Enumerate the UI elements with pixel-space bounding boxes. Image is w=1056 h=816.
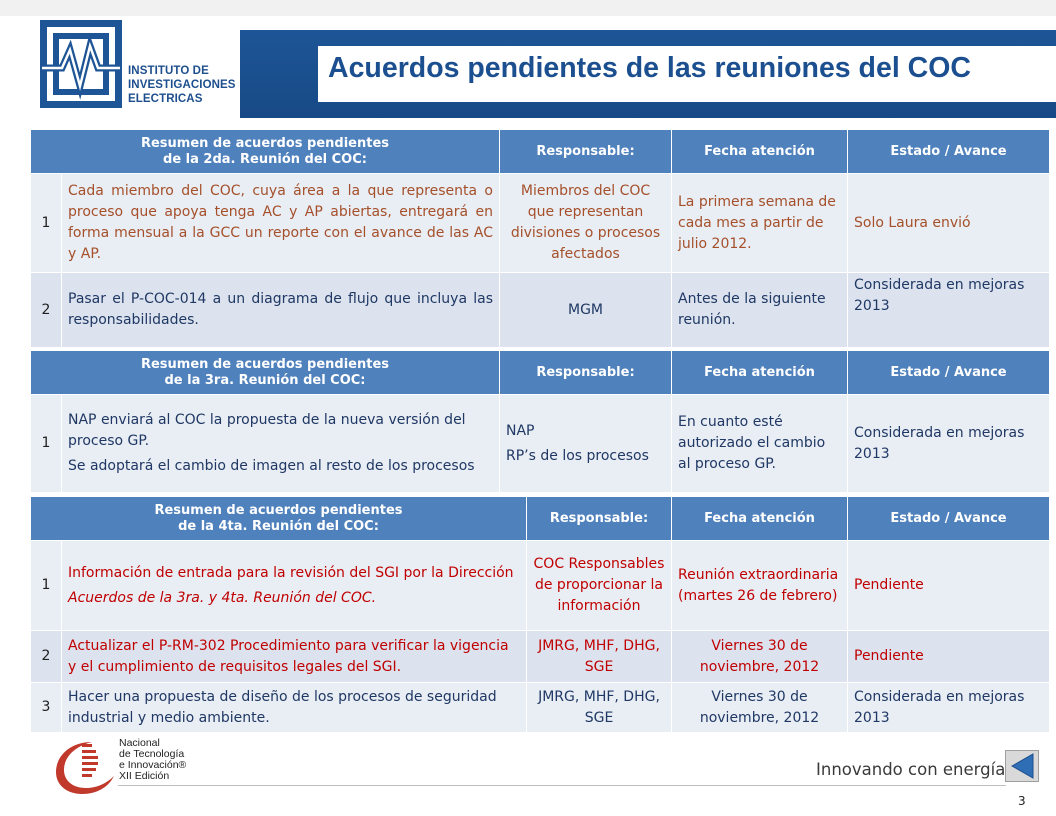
header-summary-line: Resumen de acuerdos pendientes <box>154 502 403 518</box>
agreement-text: Actualizar el P-RM-302 Procedimiento para verificar la vigencia y el cumplimiento de requisitos legales del SGI. <box>62 631 527 683</box>
responsible-cell <box>500 395 672 493</box>
header-summary <box>31 130 500 174</box>
logo-line: ELECTRICAS <box>128 93 203 105</box>
iie-logo-icon <box>40 20 122 108</box>
header-status: Estado / Avance <box>848 130 1050 174</box>
award-line: e Innovación® <box>119 759 187 771</box>
date-text: En cuanto esté autorizado el cambio al proceso GP. <box>672 395 848 493</box>
date-text: Viernes 30 de noviembre, 2012 <box>672 631 848 683</box>
table-header-row <box>31 351 1050 395</box>
award-line: Nacional <box>119 737 160 749</box>
logo-text <box>128 64 236 106</box>
agreement-cell <box>62 395 500 493</box>
header-summary <box>31 497 527 541</box>
award-text <box>119 738 186 782</box>
date-text: Reunión extraordinaria (martes 26 de febrero) <box>672 541 848 631</box>
row-number: 1 <box>31 174 62 273</box>
agreement-text: NAP enviará al COC la propuesta de la nueva versión del proceso GP. <box>68 412 466 449</box>
row-number: 1 <box>31 395 62 493</box>
header-summary <box>31 351 500 395</box>
status-text: Considerada en mejoras 2013 <box>848 273 1050 348</box>
header-date: Fecha atención <box>672 497 848 541</box>
responsible-text: JMRG, MHF, DHG, SGE <box>527 683 672 733</box>
table-row <box>31 273 1050 348</box>
agreement-cell <box>62 541 527 631</box>
header-summary-line: de la 3ra. Reunión del COC: <box>164 372 366 388</box>
table-header-row <box>31 497 1050 541</box>
row-number: 1 <box>31 541 62 631</box>
header-date: Fecha atención <box>672 130 848 174</box>
award-line: XII Edición <box>119 770 170 782</box>
header-summary-line: Resumen de acuerdos pendientes <box>140 356 390 372</box>
table-row <box>31 174 1050 273</box>
responsible-text: JMRG, MHF, DHG, SGE <box>527 631 672 683</box>
row-number: 2 <box>31 631 62 683</box>
responsible-text: COC Responsables de proporcionar la información <box>527 541 672 631</box>
agreement-text: Se adoptará el cambio de imagen al resto de los procesos <box>68 458 475 474</box>
table-row <box>31 541 1050 631</box>
status-text: Considerada en mejoras 2013 <box>848 683 1050 733</box>
row-number: 3 <box>31 683 62 733</box>
table-row <box>31 395 1050 493</box>
award-line: de Tecnología <box>119 748 185 760</box>
header-summary-line: de la 2da. Reunión del COC: <box>163 151 367 167</box>
triangle-left-icon <box>1006 751 1038 781</box>
agreement-text: Acuerdos de la 3ra. y 4ta. Reunión del COC. <box>68 589 377 606</box>
agreements-table-2da <box>30 129 1050 348</box>
agreements-table-4ta <box>30 496 1050 733</box>
header-responsible: Responsable: <box>500 130 672 174</box>
header-summary-line: de la 4ta. Reunión del COC: <box>178 518 379 534</box>
header-status: Estado / Avance <box>848 497 1050 541</box>
logo-line: INSTITUTO DE <box>128 65 209 77</box>
responsible-text: RP’s de los procesos <box>506 447 649 464</box>
agreements-table-3ra <box>30 350 1050 493</box>
responsible-text: Miembros del COC que representan divisiones o procesos afectados <box>500 174 672 273</box>
header-responsible: Responsable: <box>527 497 672 541</box>
responsible-text: NAP <box>506 422 535 439</box>
header-summary-line: Resumen de acuerdos pendientes <box>140 135 390 151</box>
slogan: Innovando con energía <box>816 760 1006 779</box>
footer-divider <box>118 785 1006 786</box>
status-text: Solo Laura envió <box>848 174 1050 273</box>
table-header-row <box>31 130 1050 174</box>
status-text: Pendiente <box>848 631 1050 683</box>
responsible-text: MGM <box>500 273 672 348</box>
page-number: 3 <box>1018 794 1026 808</box>
header-date: Fecha atención <box>672 351 848 395</box>
page-title: Acuerdos pendientes de las reuniones del COC <box>328 52 971 84</box>
date-text: Viernes 30 de noviembre, 2012 <box>672 683 848 733</box>
top-strip <box>0 0 1056 16</box>
status-text: Pendiente <box>848 541 1050 631</box>
back-button[interactable] <box>1005 750 1039 782</box>
award-logo-icon <box>52 736 118 796</box>
status-text: Considerada en mejoras 2013 <box>848 395 1050 493</box>
agreement-text: Cada miembro del COC, cuya área a la que representa o proceso que apoya tenga AC y AP abiertas, entregará en forma mensual a la GCC un reporte con el avance de las AC y AP. <box>62 174 500 273</box>
header-responsible: Responsable: <box>500 351 672 395</box>
logo-line: INVESTIGACIONES <box>128 79 236 91</box>
date-text: Antes de la siguiente reunión. <box>672 273 848 348</box>
table-row <box>31 631 1050 683</box>
agreement-text: Pasar el P-COC-014 a un diagrama de flujo que incluya las responsabilidades. <box>62 273 500 348</box>
table-row <box>31 683 1050 733</box>
agreement-text: Información de entrada para la revisión del SGI por la Dirección <box>68 564 514 581</box>
agreement-text: Hacer una propuesta de diseño de los procesos de seguridad industrial y medio ambiente. <box>62 683 527 733</box>
header-status: Estado / Avance <box>848 351 1050 395</box>
row-number: 2 <box>31 273 62 348</box>
date-text: La primera semana de cada mes a partir de julio 2012. <box>672 174 848 273</box>
